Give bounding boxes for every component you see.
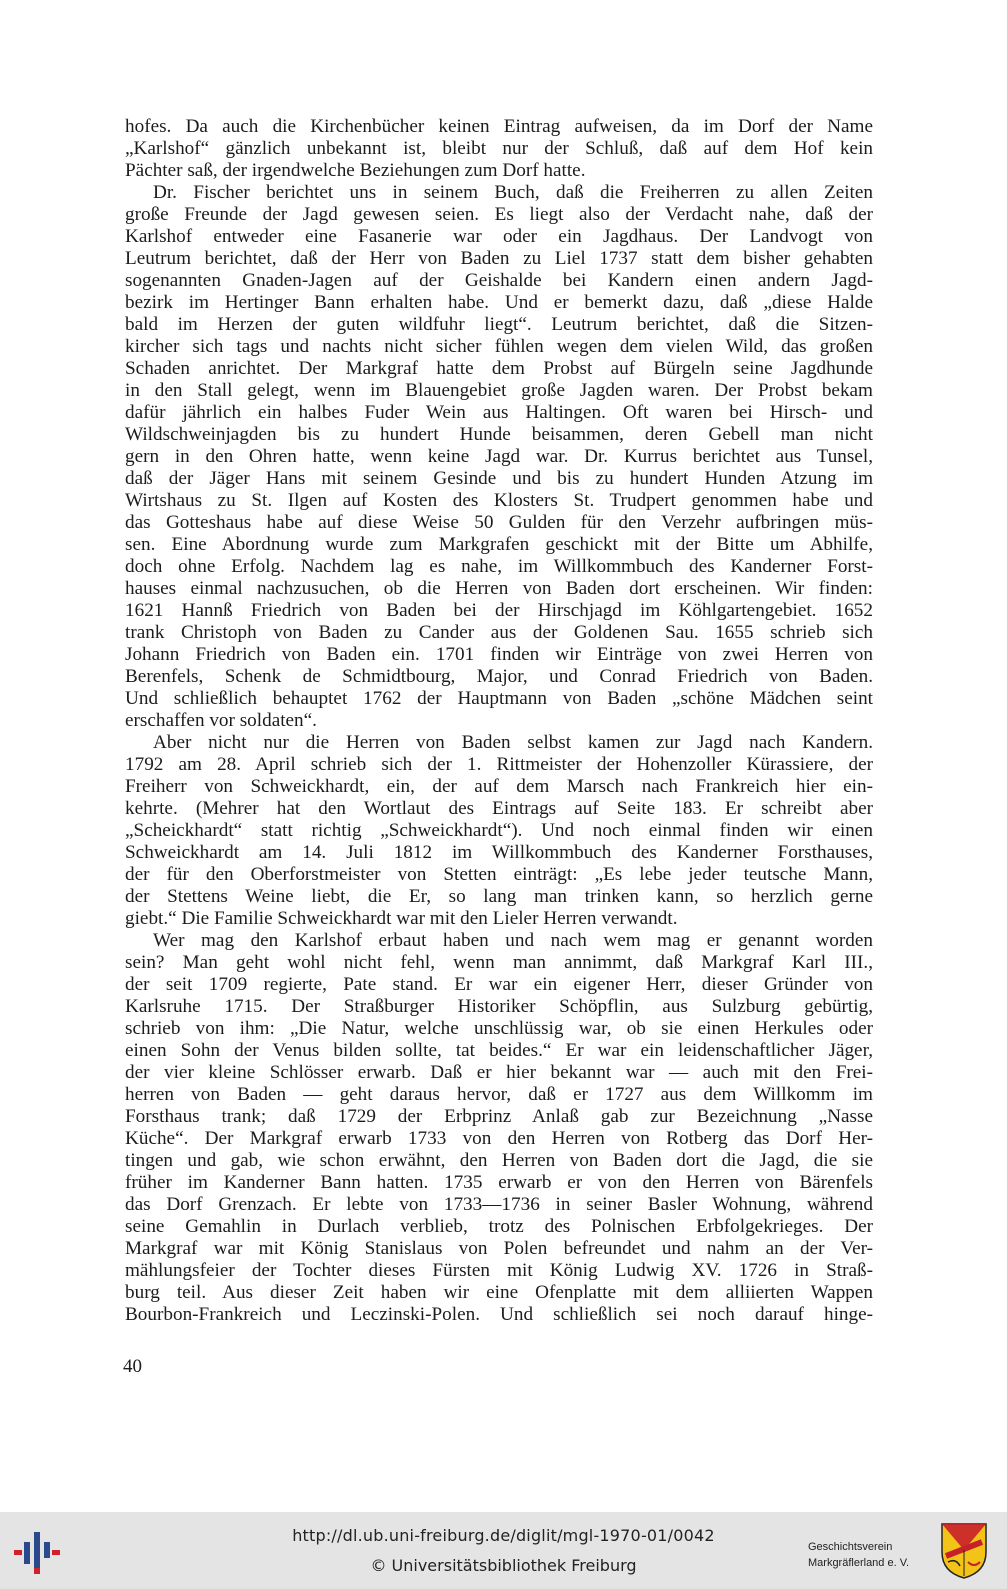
footer-bar [0, 1512, 1007, 1589]
text-line: daß der Jäger Hans mit seinem Gesinde und bis zu hundert Hunden Atzung im [125, 468, 873, 489]
text-line: hauses einmal nachzusuchen, ob die Herren von Baden dort erscheinen. Wir finden: [125, 578, 873, 599]
text-line: Dr. Fischer berichtet uns in seinem Buch, daß die Freiherren zu allen Zeiten [153, 182, 873, 203]
text-line: herren von Baden — geht daraus hervor, daß er 1727 aus dem Willkomm im [125, 1084, 873, 1105]
text-line: Wirtshaus zu St. Ilgen auf Kosten des Klosters St. Trudpert genommen habe und [125, 490, 873, 511]
text-line: der für den Oberforstmeister von Stetten einträgt: „Es lebe jeder teutsche Mann, [125, 864, 873, 885]
body-text [125, 116, 873, 1326]
text-line: sogenannten Gnaden-Jagen auf der Geishalde bei Kandern einen andern Jagd- [125, 270, 873, 291]
text-line: der Stettens Weine liebt, die Er, so lang man trinken kann, so herzlich gerne [125, 886, 873, 907]
text-line: der vier kleine Schlösser erwarb. Daß er hier bekannt war — auch mit den Frei- [125, 1062, 873, 1083]
copyright-text: © Universitätsbibliothek Freiburg [370, 1556, 637, 1575]
text-line: 1792 am 28. April schrieb sich der 1. Rittmeister der Hohenzoller Kürassiere, der [125, 754, 873, 775]
text-line: Und schließlich behauptet 1762 der Hauptmann von Baden „schöne Mädchen seint [125, 688, 873, 709]
text-line: das Gotteshaus habe auf diese Weise 50 Gulden für den Verzehr aufbringen müs- [125, 512, 873, 533]
text-line: bezirk im Hertinger Bann erhalten habe. Und er bemerkt dazu, daß „diese Halde [125, 292, 873, 313]
text-line: gern in den Ohren hatte, wenn keine Jagd war. Dr. Kurrus berichtet aus Tunsel, [125, 446, 873, 467]
text-line: Johann Friedrich von Baden ein. 1701 finden wir Einträge von zwei Herren von [125, 644, 873, 665]
page-number: 40 [123, 1356, 142, 1377]
text-line: bald im Herzen der guten wildfuhr liegt“. Leutrum berichtet, daß die Sitzen- [125, 314, 873, 335]
permalink-url[interactable]: http://dl.ub.uni-freiburg.de/diglit/mgl-1970-01/0042 [292, 1526, 715, 1545]
text-line: früher im Kanderner Bann hatten. 1735 erwarb er von den Herren von Bärenfels [125, 1172, 873, 1193]
text-line: Pächter saß, der irgendwelche Beziehungen zum Dorf hatte. [125, 160, 586, 181]
text-line: giebt.“ Die Familie Schweickhardt war mit den Lieler Herren verwandt. [125, 908, 678, 929]
text-line: Karlsruhe 1715. Der Straßburger Historiker Schöpflin, aus Sulzburg gebürtig, [125, 996, 873, 1017]
text-line: hofes. Da auch die Kirchenbücher keinen Eintrag aufweisen, da im Dorf der Name [125, 116, 873, 137]
text-line: Schweickhardt am 14. Juli 1812 im Willkommbuch des Kanderner Forsthauses, [125, 842, 873, 863]
text-line: Aber nicht nur die Herren von Baden selbst kamen zur Jagd nach Kandern. [153, 732, 873, 753]
text-line: 1621 Hannß Friedrich von Baden bei der Hirschjagd im Köhlgartengebiet. 1652 [125, 600, 873, 621]
text-line: Wildschweinjagden bis zu hundert Hunde beisammen, deren Gebell man nicht [125, 424, 873, 445]
text-line: mählungsfeier der Tochter dieses Fürsten mit König Ludwig XV. 1726 in Straß- [125, 1260, 873, 1281]
text-line: Küche“. Der Markgraf erwarb 1733 von den Herren von Rotberg das Dorf Her- [125, 1128, 873, 1149]
text-line: Bourbon-Frankreich und Leczinski-Polen. Und schließlich sei noch darauf hinge- [125, 1304, 873, 1325]
text-line: tingen und gab, wie schon erwähnt, den Herren von Baden dort die Jagd, die sie [125, 1150, 873, 1171]
text-line: große Freunde der Jagd gewesen seien. Es liegt also der Verdacht nahe, daß der [125, 204, 873, 225]
text-line: das Dorf Grenzach. Er lebte von 1733—1736 in seiner Basler Wohnung, während [125, 1194, 873, 1215]
society-name-line2: Markgräflerland e. V. [808, 1557, 910, 1569]
text-line: „Scheickhardt“ statt richtig „Schweickhardt“). Und noch einmal finden wir einen [125, 820, 873, 841]
text-line: sen. Eine Abordnung wurde zum Markgrafen geschickt mit der Bitte um Abhilfe, [125, 534, 873, 555]
text-line: in den Stall gelegt, wenn im Blauengebiet große Jagden waren. Der Probst bekam [125, 380, 873, 401]
text-line: Karlshof entweder eine Fasanerie war oder ein Jagdhaus. Der Landvogt von [125, 226, 873, 247]
text-line: Markgraf war mit König Stanislaus von Polen befreundet und nahm an der Ver- [125, 1238, 873, 1259]
text-line: seine Gemahlin in Durlach verblieb, trotz des Polnischen Erbfolgekrieges. Der [125, 1216, 873, 1237]
text-line: Leutrum berichtet, daß der Herr von Baden zu Liel 1737 statt dem bisher gehabten [125, 248, 873, 269]
text-line: einen Sohn der Venus bilden sollte, tat beides.“ Er war ein leidenschaftlicher Jäger, [125, 1040, 873, 1061]
text-line: doch ohne Erfolg. Nachdem lag es nahe, im Willkommbuch des Kanderner Forst- [125, 556, 873, 577]
society-name [808, 1539, 926, 1571]
text-line: Freiherr von Schweickhardt, ein, der auf dem Marsch nach Frankreich hier ein- [125, 776, 873, 797]
society-name-line1: Geschichtsverein [808, 1541, 893, 1553]
text-line: burg teil. Aus dieser Zeit haben wir eine Ofenplatte mit dem alliierten Wappen [125, 1282, 873, 1303]
text-line: sein? Man geht wohl nicht fehl, wenn man annimmt, daß Markgraf Karl III., [125, 952, 873, 973]
text-line: Forsthaus trank; daß 1729 der Erbprinz Anlaß gab zur Bezeichnung „Nasse [125, 1106, 873, 1127]
text-line: dafür jährlich ein halbes Fuder Wein aus Haltingen. Oft waren bei Hirsch- und [125, 402, 873, 423]
text-line: der seit 1709 regierte, Pate stand. Er war ein eigener Herr, dieser Gründer von [125, 974, 873, 995]
text-line: „Karlshof“ gänzlich unbekannt ist, bleibt nur der Schluß, daß auf dem Hof kein [125, 138, 873, 159]
coat-of-arms-icon [940, 1522, 988, 1580]
text-line: kehrte. (Mehrer hat den Wortlaut des Eintrags auf Seite 183. Er schreibt aber [125, 798, 873, 819]
text-line: Wer mag den Karlshof erbaut haben und nach wem mag er genannt worden [153, 930, 873, 951]
text-line: kircher sich tags und nachts nicht sicher fühlen wegen dem vielen Wild, das großen [125, 336, 873, 357]
text-line: erschaffen vor soldaten“. [125, 710, 317, 731]
text-line: schrieb von ihm: „Die Natur, welche unschlüssig war, ob sie einen Herkules oder [125, 1018, 873, 1039]
text-line: Berenfels, Schenk de Schmidtbourg, Major, und Conrad Friedrich von Baden. [125, 666, 873, 687]
text-line: Schaden anrichtet. Der Markgraf hatte dem Probst auf Bürgeln seine Jagdhunde [125, 358, 873, 379]
text-line: trank Christoph von Baden zu Cander aus der Goldenen Sau. 1655 schrieb sich [125, 622, 873, 643]
